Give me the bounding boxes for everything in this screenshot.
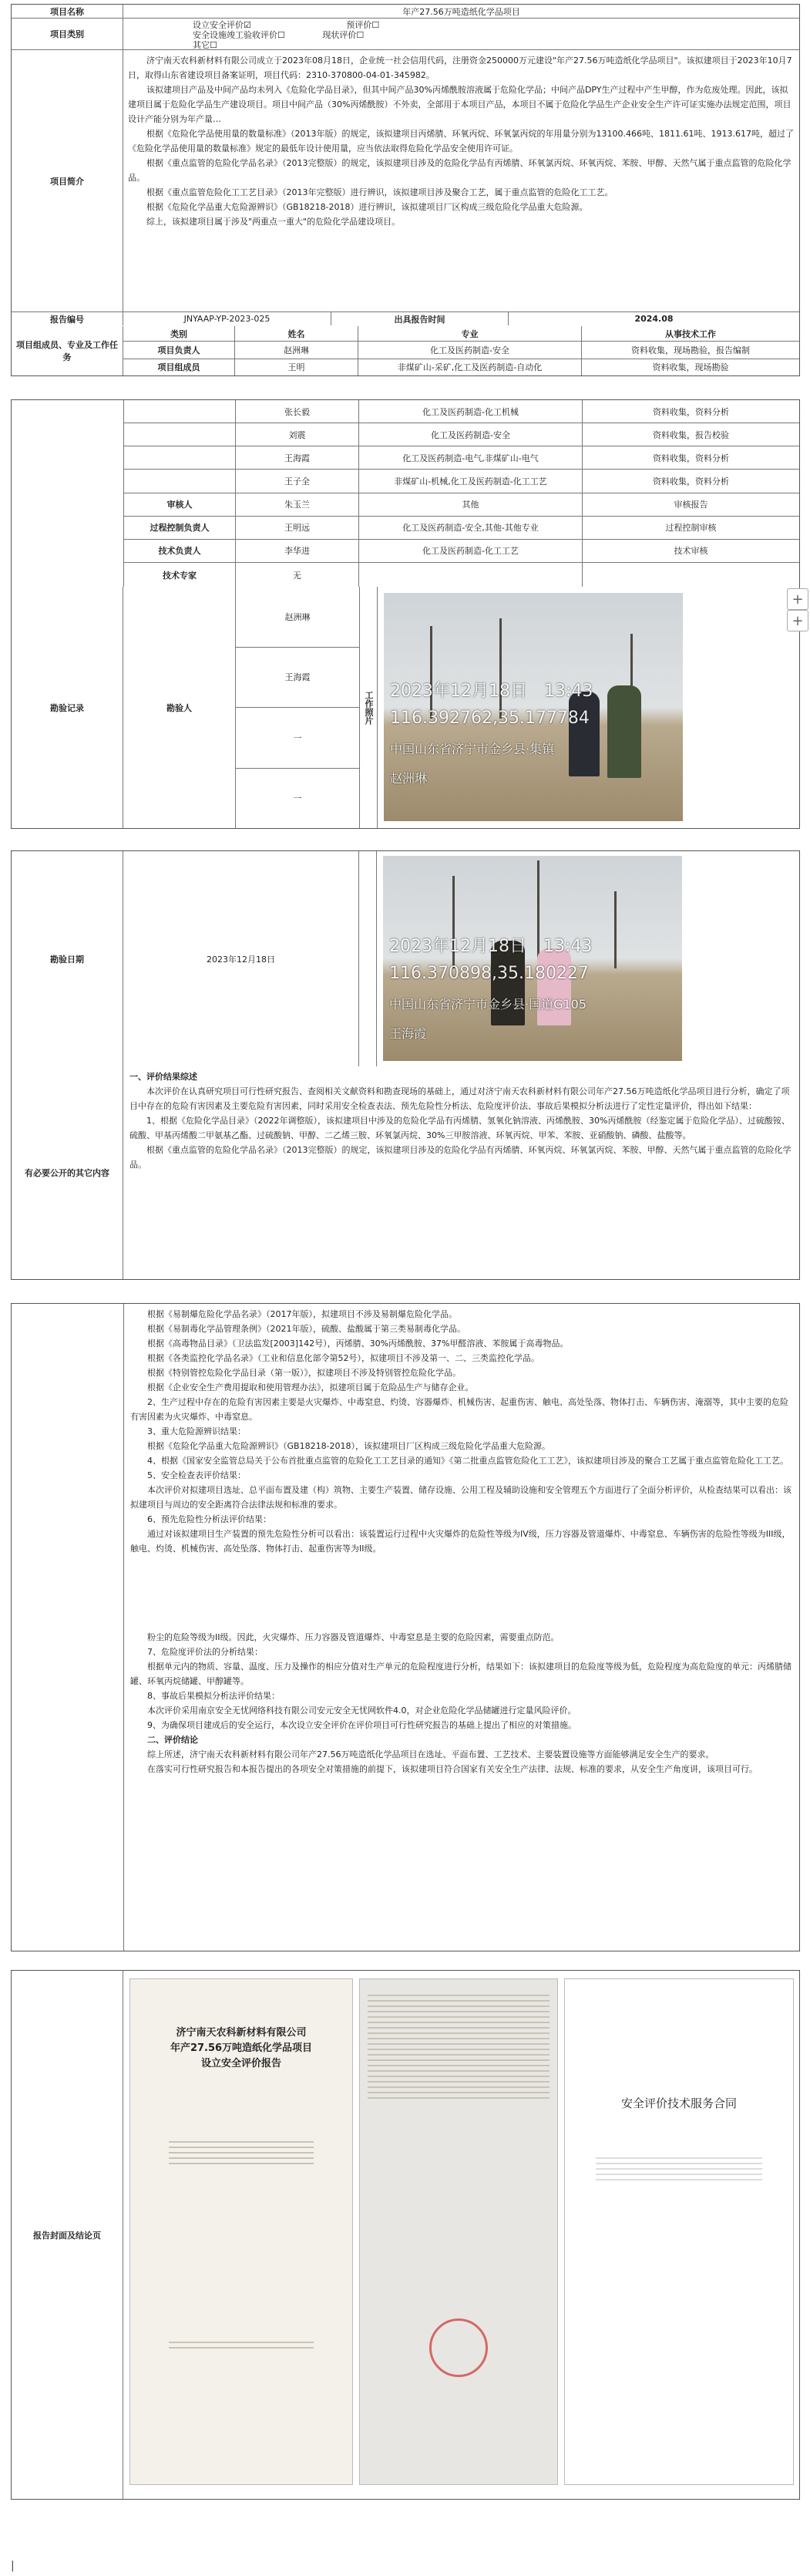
table-row xyxy=(123,359,799,375)
team-cell: 资料收集，资料分析 xyxy=(653,453,729,463)
conclusion-paragraph: 9、为确保项目建成后的安全运行，本次设立安全评价在评价项目可行性研究报告的基础上提出了相应的对策措施。 xyxy=(147,1720,576,1730)
table-row xyxy=(123,342,799,359)
team-cell: 化工及医药制造-电气,非煤矿山-电气 xyxy=(359,446,583,469)
intro-paragraph: 根据《危险化学品重大危险源辨识》（GB18218-2018）进行辨识，该拟建项目厂区构成三级危险化学品重大危险源。 xyxy=(146,202,588,212)
team-col-name: 姓名 xyxy=(235,326,358,341)
conclusion-continued-table xyxy=(11,1303,800,1628)
report-number-label: 报告编号 xyxy=(12,312,123,325)
conclusion-paragraph: 本次评价采用南京安全无忧网络科技有限公司安元安全无忧网软件4.0，对企业危险化学品储罐进行定量风险评价。 xyxy=(147,1706,576,1716)
photo-location: 中国山东省济宁市金乡县·国道G105 xyxy=(389,997,587,1012)
team-cell: 技术专家 xyxy=(124,563,236,588)
conclusion-heading: 一、评价结果综述 xyxy=(129,1072,197,1082)
surveyor-name: 一 xyxy=(236,708,359,769)
team-cell: 项目组成员 xyxy=(123,359,235,375)
team-cell: 朱玉兰 xyxy=(236,493,359,516)
category-current-checkbox[interactable]: 现状评价☐ xyxy=(322,30,365,40)
team-cell: 无 xyxy=(236,563,359,588)
conclusion-paragraph: 2、生产过程中存在的危险有害因素主要是火灾爆炸、中毒窒息、灼烫、容器爆炸、机械伤害、起重伤害、触电、高处坠落、物体打击、车辆伤害、淹溺等，其中主要的危险有害因素为火灾爆炸、中毒窒息。 xyxy=(130,1397,788,1422)
survey-date-table xyxy=(11,850,800,1068)
category-setup-checkbox[interactable]: 设立安全评价☑ xyxy=(193,20,251,30)
team-cell: 赵洲琳 xyxy=(235,342,358,358)
team-cell xyxy=(124,400,236,423)
team-cell: 其他 xyxy=(359,493,583,516)
report-date-value: 2024.08 xyxy=(634,314,674,324)
conclusion-label: 有必要公开的其它内容 xyxy=(12,1066,123,1279)
table-row xyxy=(124,470,799,493)
team-cell: 非煤矿山-机械,化工及医药制造-化工工艺 xyxy=(359,470,583,492)
photo-timestamp: 2023年12月18日 13:43 xyxy=(389,937,593,956)
work-photo-label: 工作照片 xyxy=(360,587,378,828)
team-cell: 化工及医药制造-化工机械 xyxy=(359,400,583,423)
project-name-label: 项目名称 xyxy=(12,5,123,18)
conclusion-paragraph: 3、重大危险源辨识结果： xyxy=(147,1426,246,1436)
intro-paragraph: 根据《危险化学品使用量的数量标准》（2013年版）的规定，该拟建项目丙烯腈、环氧丙烷、环氧氯丙烷的年用量分别为13100.466吨、1811.61吨、1913.617吨，超过了《危险化学品使用量的数量标准》规定的最低年设计使用量，应当依法取得危险化学品安全使用许可证。 xyxy=(128,129,794,153)
team-cell: 化工及医药制造-安全 xyxy=(359,423,583,446)
add-icon[interactable]: + xyxy=(787,610,808,631)
conclusion-paragraph: 根据《重点监管的危险化学品名录》（2013完整版）的规定，该拟建项目涉及的危险化学品有丙烯腈、环氧丙烷、环氧氯丙烷、苯胺、甲醇、天然气属于重点监管的危险化学品。 xyxy=(129,1145,792,1170)
project-category-label: 项目类别 xyxy=(12,19,123,49)
category-acceptance-checkbox[interactable]: 安全设施竣工验收评价☐ xyxy=(193,30,285,40)
team-cell: 过程控制审核 xyxy=(665,523,717,534)
team-cell: 项目负责人 xyxy=(123,342,235,358)
person-figure xyxy=(607,685,641,778)
photo-author: 赵洲琳 xyxy=(390,771,428,786)
intro-paragraph: 综上，该拟建项目属于涉及"两重点一重大"的危险化学品建设项目。 xyxy=(146,217,401,227)
survey-record-table xyxy=(11,587,804,829)
conclusion-paragraph: 通过对该拟建项目生产装置的预先危险性分析可以看出：该装置运行过程中火灾爆炸的危险性等级为IV级，压力容器及管道爆炸、中毒窒息、车辆伤害的危险性等级为III级，触电、灼烫、机械伤害、高处坠落、物体打击、起重伤害等为II级。 xyxy=(130,1529,791,1554)
photo-coordinates: 116.370898,35.180227 xyxy=(389,964,589,983)
team-cell xyxy=(359,563,583,588)
team-cell: 王明 xyxy=(235,359,358,375)
conclusion-paragraph: 8、事故后果模拟分析法评价结果： xyxy=(147,1691,280,1701)
conclusion-paragraph: 根据《各类监控化学品名录》（工业和信息化部令第52号），拟建项目不涉及第一、二、三类监控化学品。 xyxy=(147,1353,539,1363)
surveyor-label: 勘验人 xyxy=(123,587,236,828)
report-cover-label: 报告封面及结论页 xyxy=(12,1971,123,2499)
conclusion-paragraph: 根据《易制爆危险化学品名录》（2017年版），拟建项目不涉及易制爆危险化学品。 xyxy=(147,1309,457,1319)
team-cell xyxy=(124,446,236,469)
team-cell: 王子全 xyxy=(236,470,359,492)
team-col-major: 专业 xyxy=(358,326,582,341)
team-cell: 王海霞 xyxy=(236,446,359,469)
contract-page-image xyxy=(564,1978,794,2485)
team-table xyxy=(11,326,800,376)
team-cell: 刘震 xyxy=(236,423,359,446)
table-row xyxy=(124,540,799,563)
report-date-label: 出具报告时间 xyxy=(331,312,509,325)
project-name-value: 年产27.56万吨造纸化学品项目 xyxy=(402,6,520,17)
category-pre-checkbox[interactable]: 预评价☐ xyxy=(346,20,380,30)
conclusion-paragraph: 根据《高毒物品目录》（卫法监发[2003]142号），丙烯腈、30%丙烯酰胺、37%甲醛溶液、苯胺属于高毒物品。 xyxy=(147,1339,569,1349)
project-info-table xyxy=(11,4,800,328)
team-label: 项目组成员、专业及工作任务 xyxy=(12,326,123,375)
conclusion-paragraph: 根据《企业安全生产费用提取和使用管理办法》，拟建项目属于危险品生产与储存企业。 xyxy=(147,1382,474,1392)
team-cell: 资料收集，现场勘验，报告编制 xyxy=(631,345,750,356)
conclusion-paragraph: 7、危险度评价法的分析结果： xyxy=(147,1647,263,1657)
conclusion-paragraph: 本次评价对拟建项目选址、总平面布置及建（构）筑物、主要生产装置、储存设施、公用工程及辅助设施和安全管理五个方面进行了全面分析评价，从检查结果可以看出：该拟建项目与周边的安全距离符合法律法规和标准的要求。 xyxy=(130,1485,792,1510)
team-cell: 王明远 xyxy=(236,517,359,539)
cover-title-line: 年产27.56万吨造纸化学品项目 xyxy=(170,2042,313,2054)
team-cell: 化工及医药制造-化工工艺 xyxy=(359,540,583,562)
survey-date-value: 2023年12月18日 xyxy=(123,851,359,1067)
cover-title-line: 济宁南天农科新材料有限公司 xyxy=(176,2027,307,2039)
conclusion-paragraph: 根据《易制毒化学品管理条例》（2021年版），硫酸、盐酸属于第三类易制毒化学品。 xyxy=(147,1324,465,1334)
project-intro-label: 项目简介 xyxy=(12,50,123,311)
team-cell: 资料收集，资料分析 xyxy=(653,406,729,417)
team-cell: 资料收集，资料分析 xyxy=(653,476,729,487)
team-cell: 资料收集，报告校验 xyxy=(653,429,729,440)
surveyor-name: 赵洲琳 xyxy=(236,587,359,648)
seal-stamp xyxy=(429,2318,488,2377)
team-cell: 技术审核 xyxy=(674,546,708,557)
conclusion-paragraph: 5、安全检查表评价结果： xyxy=(147,1470,246,1480)
table-row xyxy=(124,446,799,470)
report-cover-image xyxy=(129,1978,353,2485)
team-cell: 张长毅 xyxy=(236,400,359,423)
conclusion-paragraph: 根据《特别管控危险化学品目录（第一版）》，拟建项目不涉及特别管控危险化学品。 xyxy=(147,1368,461,1378)
survey-record-label: 勘验记录 xyxy=(12,587,123,828)
work-photo xyxy=(384,593,683,821)
table-row xyxy=(124,400,799,423)
intro-paragraph: 该拟建项目产品及中间产品均未列入《危险化学品目录》，但其中间产品30%丙烯酰胺溶液属于危险化学品；中间产品DPY生产过程中产生甲醇，作为危废处理。因此，该拟建项目属于危险化学品生产建设项目。项目中间产品（30%丙烯酰胺）不外卖，全部用于本项目产品，本项目不属于危险化学品生产企业安全生产许可证实施办法规定范围，项目设计产能分别为年产量… xyxy=(128,85,792,124)
team-cell: 审核人 xyxy=(124,493,236,516)
team-col-task: 从事技术工作 xyxy=(665,328,716,339)
photo-timestamp: 2023年12月18日 13:43 xyxy=(390,682,593,701)
report-number-value: JNYAAP-YP-2023-025 xyxy=(123,312,331,325)
team-header-row xyxy=(123,326,799,342)
team-cell: 化工及医药制造-安全 xyxy=(358,342,582,358)
conclusion-paragraph: 综上所述，济宁南天农科新材料有限公司年产27.56万吨造纸化学品项目在选址、平面布置、工艺技术、主要装置设施等方面能够满足安全生产的要求。 xyxy=(147,1749,714,1759)
conclusion-paragraph: 粉尘的危险等级为II级。因此，火灾爆炸、压力容器及管道爆炸、中毒窒息是主要的危险因素，需要重点防范。 xyxy=(147,1632,560,1642)
team-cell: 技术负责人 xyxy=(124,540,236,562)
table-row xyxy=(124,423,799,446)
team-cell: 非煤矿山-采矿,化工及医药制造-自动化 xyxy=(358,359,582,375)
person-figure xyxy=(537,948,571,1025)
photo-location: 中国山东省济宁市金乡县·集镇 xyxy=(390,742,555,756)
intro-paragraph: 根据《重点监管的危险化学品名录》（2013完整版）的规定，该拟建项目涉及的危险化学品有丙烯腈、环氧氯丙烷、环氧丙烷、苯胺、甲醇、天然气属于重点监管的危险化学品。 xyxy=(128,158,792,183)
conclusion-final-table xyxy=(11,1627,800,1951)
person-figure xyxy=(569,692,600,776)
conclusion-paragraph: 在落实可行性研究报告和本报告提出的各项安全对策措施的前提下，该拟建项目符合国家有关安全生产法律、法规、标准的要求，从安全生产角度讲，该项目可行。 xyxy=(147,1764,758,1774)
team-cell: 李华进 xyxy=(236,540,359,562)
report-cover-table xyxy=(11,1970,800,2500)
photo-coordinates: 116.392762,35.177784 xyxy=(390,709,590,728)
team-cell: 过程控制负责人 xyxy=(124,517,236,539)
conclusion-paragraph: 4、根据《国家安全监管总局关于公布首批重点监管的危险化工工艺目录的通知》《第二批重点监管危险化工工艺》，该拟建项目涉及的聚合工艺属于重点监管危险化工工艺。 xyxy=(147,1456,788,1466)
table-row xyxy=(124,493,799,517)
team-cell: 化工及医药制造-安全,其他-其他专业 xyxy=(359,517,583,539)
intro-paragraph: 根据《重点监管危险化工工艺目录》（2013年完整版）进行辨识，该拟建项目涉及聚合工艺，属于重点监管的危险化工工艺。 xyxy=(146,187,613,197)
conclusion-paragraph: 本次评价在认真研究项目可行性研究报告、查阅相关文献资料和勘查现场的基础上，通过对济宁南天农科新材料有限公司年产27.56万吨造纸化学品项目进行分析，确定了项目中存在的危险有害因素及主要危险有害因素，同时采用安全检查表法、预先危险性分析法、危险度评价法、事故后果模拟分析法进行了定性定量评价，得出如下结果： xyxy=(129,1086,790,1111)
photo-author: 王海霞 xyxy=(389,1026,427,1041)
conclusion-paragraph: 根据单元内的物质、容量、温度、压力及操作的相应分值对生产单元的危险程度进行分析，结果如下：该拟建项目的危险度等级为低，危险程度为高危险度的单元：丙烯腈储罐、环氧丙烷储罐、甲醇罐等。 xyxy=(130,1662,792,1686)
conclusion-paragraph: 1、根据《危险化学品目录》（2022年调整版），该拟建项目中涉及的危险化学品有丙烯腈、氢氧化钠溶液、丙烯酰胺、30%丙烯酰胺（经鉴定属于危险化学品）、过硫酸铵、硫酸、甲基丙烯酸二甲氨基乙酯、过硫酸钠、甲醇、二乙烯三胺、环氧氯丙烷、30%三甲胺溶液、环氧丙烷、甲苯、苯胺、亚硝酸钠、磷酸、盐酸等。 xyxy=(129,1116,790,1140)
conclusion-heading: 二、评价结论 xyxy=(147,1735,198,1745)
conclusion-paragraph: 6、预先危险性分析法评价结果： xyxy=(147,1514,271,1524)
conclusion-table xyxy=(11,1066,800,1280)
contract-title: 安全评价技术服务合同 xyxy=(620,2096,737,2110)
table-row xyxy=(124,563,799,588)
team-col-type: 类别 xyxy=(123,326,235,341)
page-footer-marker: | xyxy=(11,2560,15,2572)
team-cell xyxy=(124,423,236,446)
team-continued-table xyxy=(11,399,800,588)
intro-paragraph: 济宁南天农科新材料有限公司成立于2023年08月18日，企业统一社会信用代码，注册资金250000万元建设"年产27.56万吨造纸化学品项目"。该拟建项目于2023年10月7日，取得山东省建设项目备案证明，项目代码：2310-370800-04-01-345982。 xyxy=(128,56,792,80)
team-cell xyxy=(583,563,799,588)
conclusion-page-image xyxy=(359,1978,558,2485)
conclusion-paragraph: 根据《危险化学品重大危险源辨识》（GB18218-2018），该拟建项目厂区构成三级危险化学品重大危险源。 xyxy=(147,1441,551,1451)
survey-date-label: 勘验日期 xyxy=(12,851,123,1067)
team-cell xyxy=(124,470,236,492)
table-row xyxy=(124,517,799,540)
survey-photo xyxy=(383,856,682,1061)
surveyor-name: 一 xyxy=(293,793,302,804)
cover-title-line: 设立安全评价报告 xyxy=(200,2058,281,2069)
team-cell: 资料收集，现场勘验 xyxy=(652,362,729,373)
surveyor-name: 王海霞 xyxy=(236,648,359,709)
category-other-checkbox[interactable]: 其它☐ xyxy=(193,40,217,50)
add-icon[interactable]: + xyxy=(787,588,808,610)
team-cell: 审核报告 xyxy=(674,500,708,510)
